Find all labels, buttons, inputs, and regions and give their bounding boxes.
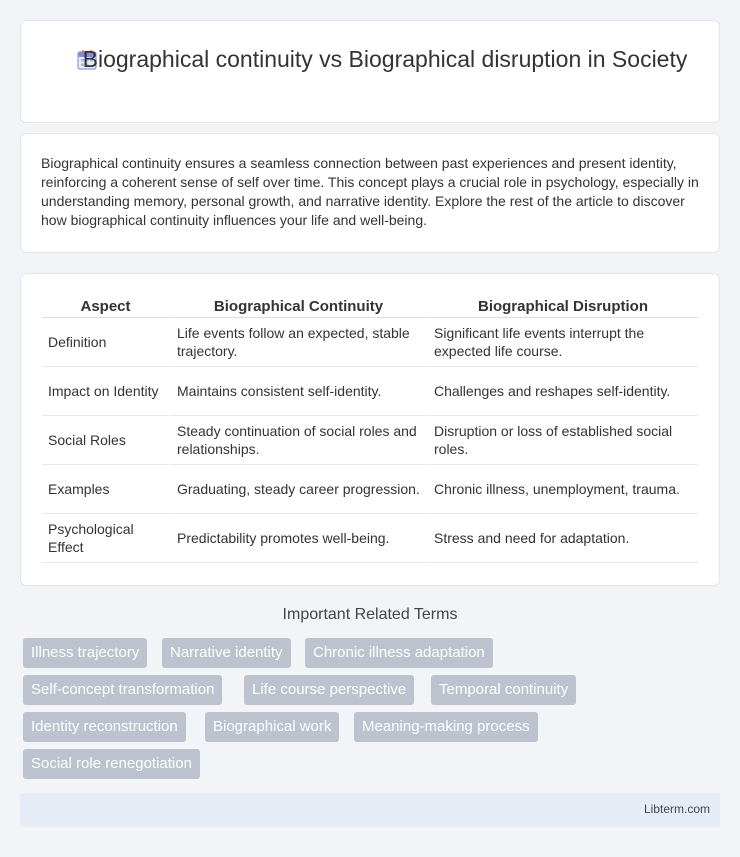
related-term-tag[interactable]: Self-concept transformation [23, 675, 222, 705]
table-cell: Chronic illness, unemployment, trauma. [426, 465, 698, 514]
table-cell: Examples [42, 465, 169, 514]
table-row [42, 465, 698, 514]
header-card [20, 20, 720, 123]
column-header: Aspect [42, 296, 169, 318]
table-cell: Life events follow an expected, stable trajectory. [169, 318, 426, 367]
table-header-row [42, 296, 698, 318]
related-term-tag[interactable]: Illness trajectory [23, 638, 147, 668]
related-term-tag[interactable]: Biographical work [205, 712, 339, 742]
table-cell: Graduating, steady career progression. [169, 465, 426, 514]
table-cell: Stress and need for adaptation. [426, 514, 698, 563]
related-term-tag[interactable]: Identity reconstruction [23, 712, 186, 742]
table-row [42, 514, 698, 563]
footer-site-link[interactable]: Libterm.com [643, 802, 710, 816]
table-cell: Predictability promotes well-being. [169, 514, 426, 563]
footer [20, 793, 720, 827]
table-cell: Disruption or loss of established social roles. [426, 416, 698, 465]
table-cell: Significant life events interrupt the expected life course. [426, 318, 698, 367]
related-term-tag[interactable]: Narrative identity [162, 638, 291, 668]
table-row [42, 416, 698, 465]
table-cell: Social Roles [42, 416, 169, 465]
related-term-tag[interactable]: Temporal continuity [431, 675, 576, 705]
table-cell: Steady continuation of social roles and relationships. [169, 416, 426, 465]
column-header: Biographical Disruption [426, 296, 698, 318]
table-cell: Definition [42, 318, 169, 367]
column-header: Biographical Continuity [169, 296, 426, 318]
comparison-table-card [20, 273, 720, 586]
related-term-tag[interactable]: Chronic illness adaptation [305, 638, 493, 668]
table-row [42, 318, 698, 367]
related-term-tag[interactable]: Meaning-making process [354, 712, 538, 742]
related-terms-title: Important Related Terms [282, 606, 458, 623]
related-term-tag[interactable]: Social role renegotiation [23, 749, 200, 779]
intro-paragraph: Biographical continuity ensures a seamless connection between past experiences and present identity, reinforcing a coherent sense of self over time. This concept plays a crucial role in psychology, especially in understanding memory, personal growth, and narrative identity. Explore the rest of the article to discover how biographical continuity influences your life and well-being. [41, 155, 699, 228]
related-term-tag[interactable]: Life course perspective [244, 675, 414, 705]
table-cell: Maintains consistent self-identity. [169, 367, 426, 416]
page-title: Biographical continuity vs Biographical disruption in Society [82, 46, 688, 72]
table-cell: Impact on Identity [42, 367, 169, 416]
table-row [42, 367, 698, 416]
table-cell: Challenges and reshapes self-identity. [426, 367, 698, 416]
comparison-table [42, 296, 698, 563]
table-cell: Psychological Effect [42, 514, 169, 563]
intro-card [20, 133, 720, 253]
